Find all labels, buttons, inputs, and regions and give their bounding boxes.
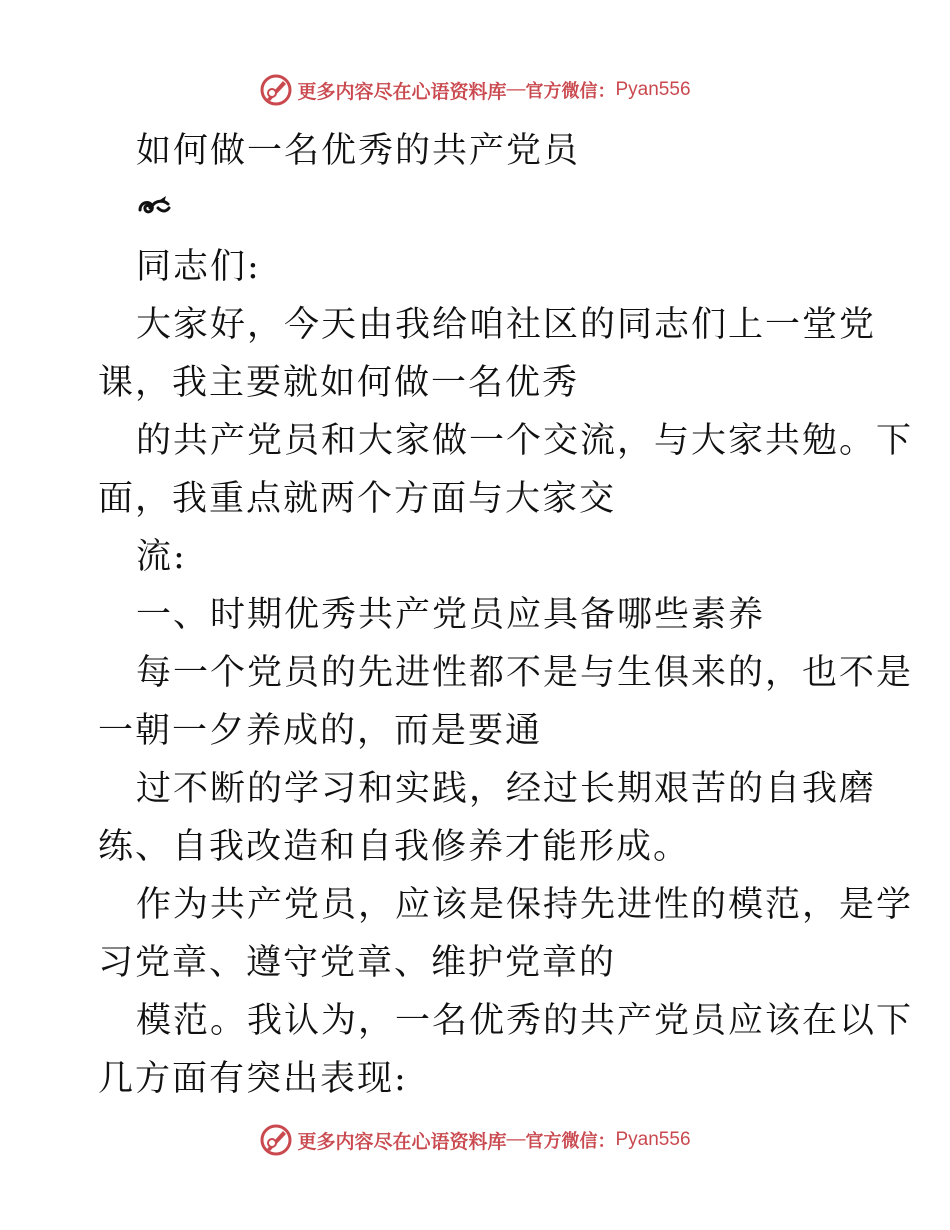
paragraph-line: 模范。我认为，一名优秀的共产党员应该在以下: [136, 1001, 914, 1041]
section-heading: 一、时期优秀共产党员应具备哪些素养: [136, 595, 766, 635]
paragraph-line: 过不断的学习和实践，经过长期艰苦的自我磨: [136, 769, 877, 809]
header-banner: [0, 70, 950, 110]
paragraph-line: 面，我重点就两个方面与大家交: [98, 479, 617, 519]
footer-banner: [0, 1120, 950, 1160]
quill-seal-icon: [259, 1123, 293, 1157]
greeting: 同志们:: [136, 247, 261, 287]
banner-wechat-label: 官方微信：: [525, 81, 616, 102]
ornament: [98, 180, 858, 238]
banner-text: 更多内容尽在心语资料库: [297, 1130, 507, 1153]
quill-seal-icon: [259, 73, 293, 107]
banner-wechat-id: Pyan556: [615, 1129, 691, 1150]
paragraph-line: 一朝一夕养成的，而是要通: [98, 711, 543, 751]
swirl-ornament-icon: [136, 194, 172, 224]
banner-wechat-id: Pyan556: [615, 79, 691, 100]
paragraph-line: 习党章、遵守党章、维护党章的: [98, 943, 617, 983]
document-body: [98, 122, 914, 1108]
paragraph-line: 流:: [136, 537, 187, 577]
banner-separator: —: [506, 79, 526, 100]
paragraph-line: 作为共产党员，应该是保持先进性的模范，是学: [136, 885, 914, 925]
banner-wechat-label: 官方微信：: [525, 1131, 616, 1152]
banner-text: 更多内容尽在心语资料库: [297, 80, 507, 103]
document-title: 如何做一名优秀的共产党员: [136, 131, 581, 171]
paragraph-line: 每一个党员的先进性都不是与生俱来的，也不是: [136, 653, 914, 693]
paragraph-line: 大家好，今天由我给咱社区的同志们上一堂党: [136, 305, 877, 345]
paragraph-line: 的共产党员和大家做一个交流，与大家共勉。下: [136, 421, 914, 461]
paragraph-line: 课，我主要就如何做一名优秀: [98, 363, 580, 403]
banner-separator: —: [506, 1129, 526, 1150]
paragraph-line: 练、自我改造和自我修养才能形成。: [98, 827, 691, 867]
paragraph-line: 几方面有突出表现:: [98, 1059, 408, 1099]
